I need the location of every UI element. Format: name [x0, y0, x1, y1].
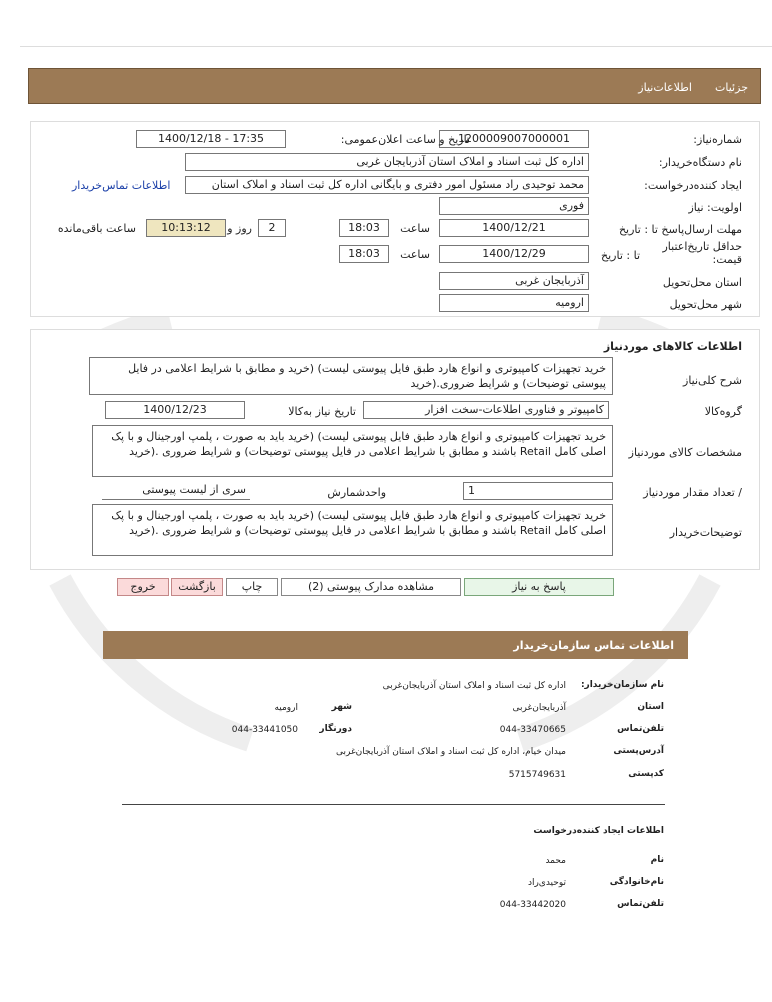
contact-phone-value: 044-33470665: [499, 725, 566, 735]
deadline-time-label: ساعت: [400, 222, 430, 235]
creator-phone-value: 044-33442020: [499, 900, 566, 910]
exit-button[interactable]: خروج: [117, 578, 169, 596]
remaining-label: ساعت باقی‌مانده: [57, 222, 136, 235]
deadline-label: مهلت ارسال‌پاسخ تا : تاریخ: [618, 223, 742, 236]
delivery-city-field: ارومیه: [439, 294, 589, 312]
validity-time-field: 18:03: [339, 245, 389, 263]
buyer-org-label: نام دستگاه‌خریدار:: [658, 156, 742, 169]
goods-spec-field: خرید تجهیزات کامپیوتری و انواع هارد طبق فایل پیوستی لیست) (خرید باید به صورت ، پلمپ اورجینال و با پک اصلی کامل Retail باشند و مطابق با شرایط اعلامی در فایل پیوستی توضیحات) و شرایط ضروری .(خرید: [92, 425, 613, 477]
contact-postal-value: 5715749631: [508, 770, 566, 780]
top-divider: [20, 46, 772, 47]
general-desc-label: شرح کلی‌نیاز: [683, 374, 742, 387]
remaining-days-field: 2: [258, 219, 286, 237]
org-name-value: اداره کل ثبت اسناد و املاک استان آذربایجان‌غربی: [382, 681, 566, 691]
contact-divider: [122, 804, 665, 805]
need-info-panel: [30, 121, 760, 317]
delivery-city-label: شهر محل‌تحویل: [669, 298, 742, 311]
creator-family-label: نام‌خانوادگی: [609, 877, 664, 887]
days-label: روز و: [227, 222, 252, 235]
goods-section-title: اطلاعات کالاهای موردنیاز: [603, 340, 742, 353]
view-attachments-button[interactable]: مشاهده مدارک پیوستی (2): [281, 578, 461, 596]
creator-section-title: اطلاعات ایجاد کننده‌درخواست: [533, 826, 664, 836]
requester-field: محمد توحیدی راد مسئول امور دفتری و بایگانی اداره کل ثبت اسناد و املاک استان: [185, 176, 589, 194]
print-button[interactable]: چاپ: [226, 578, 278, 596]
quantity-field: 1: [463, 482, 613, 500]
requester-label: ایجاد کننده‌درخواست:: [644, 179, 742, 192]
contact-province-label: استان: [637, 702, 664, 712]
need-date-field: 1400/12/23: [105, 401, 245, 419]
back-button[interactable]: بازگشت: [171, 578, 223, 596]
buyer-contact-link[interactable]: اطلاعات تماس‌خریدار: [72, 179, 171, 192]
validity-to-label: تا : تاریخ: [601, 249, 640, 262]
delivery-province-label: استان محل‌تحویل: [662, 276, 742, 289]
contact-province-value: آذربایجان‌غربی: [512, 703, 566, 713]
tab-need-info[interactable]: اطلاعات‌نیاز: [638, 81, 692, 94]
need-number-field: 1200009007000001: [439, 130, 589, 148]
buyer-org-field: اداره کل ثبت اسناد و املاک استان آذربایجان غربی: [185, 153, 589, 171]
priority-field: فوری: [439, 197, 589, 215]
creator-name-value: محمد: [545, 856, 566, 866]
buyer-contact-bar: [103, 631, 688, 659]
contact-postal-label: کد‌پستی: [628, 769, 664, 779]
validity-time-label: ساعت: [400, 248, 430, 261]
goods-group-label: گروه‌کالا: [704, 405, 742, 418]
announce-date-label: تاریخ و ساعت اعلان‌عمومی:: [340, 133, 470, 146]
validity-date-field: 1400/12/29: [439, 245, 589, 263]
creator-family-value: توحیدی‌راد: [527, 878, 566, 888]
priority-label: اولویت: نیاز: [688, 201, 742, 214]
announce-date-field: 1400/12/18 - 17:35: [136, 130, 286, 148]
goods-group-field: کامپیوتر و فناوری اطلاعات-سخت افزار: [363, 401, 609, 419]
goods-spec-label: مشخصات کالای مورد‌نیاز: [628, 446, 742, 459]
contact-city-label: شهر: [331, 702, 352, 712]
org-name-label: نام سازمان‌خریدار:: [580, 680, 664, 690]
buyer-notes-field: خرید تجهیزات کامپیوتری و انواع هارد طبق فایل پیوستی لیست) (خرید باید به صورت ، پلمپ اورجینال و با پک اصلی کامل Retail باشند و مطابق با شرایط اعلامی در فایل پیوستی توضیحات) و شرایط ضروری .(خرید: [92, 504, 613, 556]
unit-field: سری از لیست پیوستی: [102, 482, 250, 500]
creator-phone-label: تلفن‌تماس: [617, 899, 664, 909]
creator-name-label: نام: [650, 855, 664, 865]
deadline-date-field: 1400/12/21: [439, 219, 589, 237]
contact-fax-label: دورنگار: [319, 724, 352, 734]
contact-phone-label: تلفن‌تماس: [617, 724, 664, 734]
contact-address-value: میدان خیام، اداره کل ثبت اسناد و املاک استان آذربایجان‌غربی: [335, 747, 566, 757]
validity-label: حداقل تاریخ‌اعتبار قیمت:: [662, 240, 742, 266]
buyer-contact-title: اطلاعات تماس سازمان‌خریدار: [513, 639, 674, 652]
contact-address-label: آدرس‌پستی: [613, 746, 664, 756]
buyer-notes-label: توضیحات‌خریدار: [669, 526, 742, 539]
need-number-label: شماره‌نیاز:: [693, 133, 742, 146]
tab-details[interactable]: جزئیات: [715, 81, 748, 94]
need-date-label: تاریخ نیاز به‌کالا: [288, 405, 356, 418]
remaining-time-field: 10:13:12: [146, 219, 226, 237]
general-desc-field: خرید تجهیزات کامپیوتری و انواع هارد طبق فایل پیوستی لیست) (خرید و مطابق با شرایط اعلامی در فایل پیوستی توضیحات) و شرایط ضروری.(خرید: [89, 357, 613, 395]
quantity-label: / تعداد مقدار مورد‌نیاز: [643, 486, 742, 499]
deadline-time-field: 18:03: [339, 219, 389, 237]
contact-city-value: ارومیه: [274, 703, 298, 713]
unit-label: واحد‌شمارش: [327, 486, 386, 499]
contact-fax-value: 044-33441050: [231, 725, 298, 735]
delivery-province-field: آذربایجان غربی: [439, 272, 589, 290]
reply-button[interactable]: پاسخ به نیاز: [464, 578, 614, 596]
page-header: [28, 68, 761, 104]
